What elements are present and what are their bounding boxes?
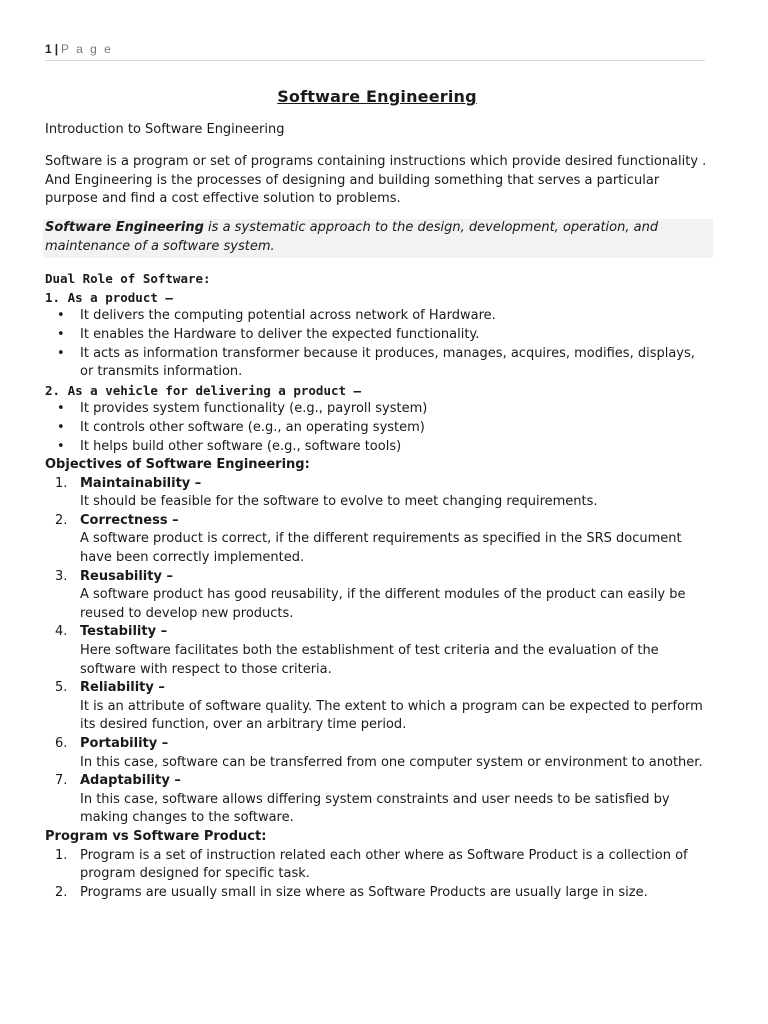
objectives-section: [45, 456, 709, 828]
program-vs-list: [45, 847, 709, 903]
list-item: • It enables the Hardware to deliver the expected functionality.: [45, 326, 709, 345]
item-description: Here software facilitates both the establishment of test criteria and the evaluation of the software with respect to those criteria.: [80, 643, 659, 677]
definition-term: Software Engineering: [45, 219, 204, 235]
list-item: [45, 512, 709, 568]
definition-box: [43, 219, 713, 258]
dual-role-section: [45, 270, 709, 456]
as-product-list: [45, 307, 709, 381]
document-body: [45, 88, 709, 902]
item-number: 5.: [55, 680, 68, 696]
item-description: A software product has good reusability, if the different modules of the product can easily be reused to develop new products.: [80, 587, 686, 621]
item-description: It should be feasible for the software to evolve to meet changing requirements.: [80, 494, 598, 510]
item-title: Correctness –: [80, 512, 179, 528]
program-vs-section: [45, 828, 709, 902]
item-description: In this case, software can be transferred from one computer system or environment to another.: [80, 754, 703, 770]
list-item: [45, 772, 709, 828]
list-item: [45, 623, 709, 679]
list-item: [45, 847, 709, 884]
list-item: • It provides system functionality (e.g., payroll system): [45, 400, 709, 419]
page-number: 1: [45, 42, 52, 56]
as-product-heading: 1. As a product –: [45, 289, 173, 305]
list-item: • It delivers the computing potential across network of Hardware.: [45, 307, 709, 326]
program-vs-heading: Program vs Software Product:: [45, 828, 267, 844]
page-separator: |: [54, 42, 59, 56]
objectives-list: [45, 475, 709, 828]
list-item: [45, 679, 709, 735]
item-text: Program is a set of instruction related each other where as Software Product is a collection of program designed for specific task.: [80, 847, 688, 882]
item-number: 1.: [55, 475, 68, 491]
item-number: 6.: [55, 736, 68, 751]
item-text: Programs are usually small in size where as Software Products are usually large in size.: [80, 884, 648, 900]
item-description: A software product is correct, if the different requirements as specified in the SRS document have been correctly implemented.: [80, 531, 682, 566]
as-vehicle-heading: 2. As a vehicle for delivering a product –: [45, 382, 362, 398]
page-header: [45, 42, 705, 61]
item-number: 1.: [55, 847, 68, 863]
intro-paragraph: Software is a program or set of programs containing instructions which provide desired functionality . And Engineering is the processes of designing and building something that serves a particular purpose and find a cost effective solution to problems.: [45, 154, 707, 207]
page-label: P a g e: [61, 42, 113, 56]
intro-line: Introduction to Software Engineering: [45, 121, 285, 137]
dual-role-heading: Dual Role of Software:: [45, 271, 211, 287]
as-vehicle-list: [45, 400, 709, 456]
list-item: • It controls other software (e.g., an operating system): [45, 419, 709, 438]
list-item: [45, 475, 709, 512]
item-description: In this case, software allows differing system constraints and user needs to be satisfied by making changes to the software.: [80, 791, 670, 826]
item-number: 2.: [55, 512, 68, 528]
definition-text: is a systematic approach to the design, development, operation, and maintenance of a software system.: [45, 219, 659, 254]
item-title: Adaptability –: [80, 773, 181, 789]
list-item: • It acts as information transformer because it produces, manages, acquires, modifies, displays, or transmits information.: [45, 345, 709, 382]
item-description: It is an attribute of software quality. The extent to which a program can be expected to perform its desired function, over an arbitrary time period.: [80, 698, 703, 733]
list-item: • It helps build other software (e.g., software tools): [45, 438, 709, 457]
item-title: Reliability –: [80, 680, 165, 696]
item-title: Reusability –: [80, 568, 173, 584]
item-number: 7.: [55, 773, 68, 789]
objectives-heading: Objectives of Software Engineering:: [45, 457, 310, 473]
item-number: 4.: [55, 624, 68, 640]
item-title: Portability –: [80, 736, 169, 751]
document-title: Software Engineering: [277, 87, 477, 106]
item-number: 2.: [55, 884, 68, 900]
item-title: Maintainability –: [80, 475, 202, 491]
item-title: Testability –: [80, 624, 168, 640]
list-item: [45, 735, 709, 772]
list-item: [45, 884, 709, 903]
list-item: [45, 568, 709, 624]
item-number: 3.: [55, 568, 68, 584]
